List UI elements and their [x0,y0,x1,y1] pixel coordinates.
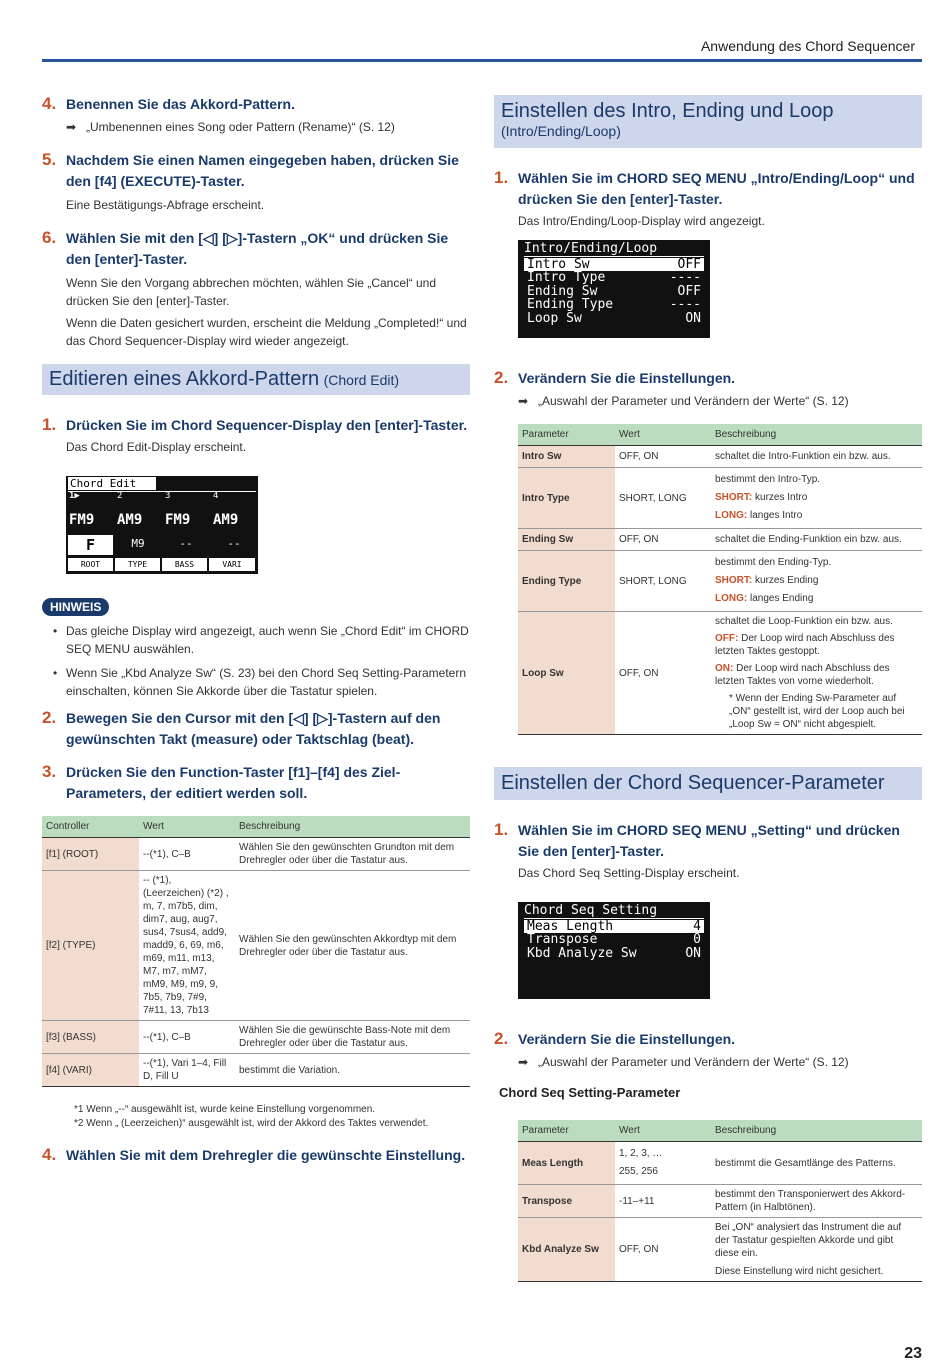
lcd-row: Ending Type ---- [527,297,701,312]
section-chord-edit: Editieren eines Akkord-Pattern (Chord Edit) [42,364,470,395]
intro-ending-loop-table [518,424,922,735]
intro-step-1: 1. Wählen Sie im CHORD SEQ MENU „Intro/Ending/Loop“ und drücken Sie den [enter]-Taster. [494,168,915,207]
table-row: Ending Sw OFF, ON schaltet die Ending-Funktion ein bzw. aus. [518,529,922,551]
chord-seq-setting-display [518,902,710,999]
table-row: Intro Sw OFF, ON schaltet die Intro-Funktion ein bzw. aus. [518,446,922,468]
table-header: Beschreibung [235,816,470,838]
lcd-tab-bass: BASS [162,558,207,571]
right-column [494,95,922,1282]
table-row: Loop Sw OFF, ON schaltet die Loop-Funktion ein bzw. aus. OFF: Der Loop wird nach Abschluss des letzten Taktes gestoppt. ON: Der Loop wird nach Abschluss des letzten Taktes von vorne wiederholt. * Wenn der Ending Sw-Parameter auf „ON“ gestellt ist, wird der Loop auch bei „Loop Sw = ON“ nicht abgespielt. [518,612,922,735]
step-6: 6. Wählen Sie mit den [◁] [▷]-Tastern „OK“ und drücken Sie den [enter]-Taster. [42,228,449,267]
chord-edit-step-2: 2. Bewegen Sie den Cursor mit den [◁] [▷]-Tastern auf den gewünschten Takt (measure) oder Taktschlag (beat). [42,708,441,747]
desc-cell: Bei „ON“ analysiert das Instrument die auf der Tastatur gespielten Akkorde und gibt diese ein. Diese Einstellung wird nicht gesichert. [711,1218,922,1282]
lcd-title: Chord Edit [68,477,156,490]
chord-edit-step-3: 3. Drücken Sie den Function-Taster [f1]–[f4] des Ziel-Parameters, der editiert werden soll. [42,762,401,801]
hinweis-list [42,622,470,700]
lcd-beat-1: 1▶ [69,491,80,501]
table-row: Transpose -11–+11 bestimmt den Transponierwert des Akkord-Pattern (in Halbtönen). [518,1185,922,1218]
lcd-beat-3: 3 [165,491,171,501]
lcd-row-meas-length: Meas Length 4 [524,920,704,934]
left-column [42,94,470,1166]
table-row: [f1] (ROOT) --(*1), C–B Wählen Sie den gewünschten Grundton mit dem Drehregler oder über die Tastatur aus. [42,838,470,871]
step-6-sub2: Wenn die Daten gesichert wurden, erscheint die Meldung „Completed!“ und das Chord Sequencer-Display wird wieder angezeigt. [66,316,467,348]
hinweis-item: • Das gleiche Display wird angezeigt, auch wenn Sie „Chord Edit“ im CHORD SEQ MENU auswählen. [66,622,470,658]
step-4-ref: ➡ „Umbenennen eines Song oder Pattern (Rename)“ (S. 12) [66,120,395,134]
table-row: [f4] (VARI) --(*1), Vari 1–4, Fill D, Fill U bestimmt die Variation. [42,1054,470,1087]
lcd-row: Loop Sw ON [527,310,701,326]
lcd-title: Intro/Ending/Loop [524,242,704,257]
lcd-row: Kbd Analyze Sw ON [527,945,701,961]
arrow-icon: ➡ [66,120,77,134]
table-row: Ending Type SHORT, LONG bestimmt den Ending-Typ. SHORT: kurzes Ending LONG: langes Ending [518,551,922,612]
section-chord-seq-parameter: Einstellen der Chord Sequencer-Parameter [494,767,922,800]
lcd-chord-1: FM9 [69,512,95,528]
step-5-sub: Eine Bestätigungs-Abfrage erscheint. [66,198,265,212]
controller-table [42,816,470,1087]
footnote-2: *2 Wenn „ (Leerzeichen)“ ausgewählt ist, wird der Akkord des Taktes verwendet. [74,1118,429,1129]
table-header: Beschreibung [711,1120,922,1142]
step-4: 4. Benennen Sie das Akkord-Pattern. [42,94,295,113]
desc-cell: bestimmt den Ending-Typ. SHORT: kurzes Ending LONG: langes Ending [711,551,922,612]
chord-seq-setting-table [518,1120,922,1282]
intro-step-1-sub: Das Intro/Ending/Loop-Display wird angezeigt. [518,214,765,228]
lcd-row: Transpose 0 [527,932,701,947]
chord-edit-step-1: 1. Drücken Sie im Chord Sequencer-Display den [enter]-Taster. [42,415,468,434]
lcd-beat-4: 4 [213,491,219,501]
table-row: [f2] (TYPE) -- (*1), (Leerzeichen) (*2) , m, 7, m7b5, dim, dim7, aug, aug7, sus4, 7sus4, add9, madd9, 6, 69, m6, m69, m11, m13, M7, m7, mM7, mM9, M9, m9, 9, 7b5, 7b9, 7#9, 7#11, 13, 7b13 Wählen Sie den gewünschten Akkordtyp mit dem Drehregler oder über die Tastatur aus. [42,871,470,1021]
section-intro-ending-loop: Einstellen des Intro, Ending und Loop (Intro/Ending/Loop) [494,95,922,148]
lcd-tab-vari: VARI [209,558,255,571]
footnote-1: *1 Wenn „--“ ausgewählt ist, wurde keine Einstellung vorgenommen. [74,1104,376,1115]
lcd-row: Intro Type ---- [527,270,701,285]
page-header: Anwendung des Chord Sequencer [700,38,915,54]
lcd-tab-type: TYPE [115,558,160,571]
lcd-chord-2: AM9 [117,512,143,528]
desc-cell: bestimmt den Intro-Typ. SHORT: kurzes Intro LONG: langes Intro [711,468,922,529]
lcd-chord-4: AM9 [213,512,239,528]
table-row: Meas Length 1, 2, 3, … 255, 256 bestimmt die Gesamtlänge des Patterns. [518,1142,922,1185]
value-cell: 1, 2, 3, … 255, 256 [615,1142,711,1185]
lcd-bass-1: F [68,535,113,555]
page-number: 23 [904,1345,922,1362]
table-header: Beschreibung [711,424,922,446]
lcd-beat-2: 2 [117,491,123,501]
table-header: Wert [615,424,711,446]
intro-step-2-ref: ➡ „Auswahl der Parameter und Verändern der Werte“ (S. 12) [518,394,849,408]
setting-step-1: 1. Wählen Sie im CHORD SEQ MENU „Setting“ und drücken Sie den [enter]-Taster. [494,820,900,859]
table-row: Intro Type SHORT, LONG bestimmt den Intro-Typ. SHORT: kurzes Intro LONG: langes Intro [518,468,922,529]
chord-edit-display [66,476,258,574]
table-header: Controller [42,816,139,838]
lcd-bass-4: -- [227,537,241,550]
step-5: 5. Nachdem Sie einen Namen eingegeben haben, drücken Sie den [f4] (EXECUTE)-Taster. [42,150,459,189]
lcd-title: Chord Seq Setting [524,904,704,919]
step-6-sub1: Wenn Sie den Vorgang abbrechen möchten, wählen Sie „Cancel“ und drücken Sie den [enter]-Taster. [66,276,437,308]
params-heading: Chord Seq Setting-Parameter [499,1085,681,1100]
setting-step-2: 2. Verändern Sie die Einstellungen. [494,1029,736,1048]
setting-step-2-ref: ➡ „Auswahl der Parameter und Verändern der Werte“ (S. 12) [518,1055,849,1069]
lcd-tab-root: ROOT [68,558,113,571]
intro-step-2: 2. Verändern Sie die Einstellungen. [494,368,736,387]
table-row: Kbd Analyze Sw OFF, ON Bei „ON“ analysiert das Instrument die auf der Tastatur gespielten Akkorde und gibt diese ein. Diese Einstellung wird nicht gesichert. [518,1218,922,1282]
intro-ending-loop-display [518,240,710,338]
arrow-icon: ➡ [518,1055,529,1069]
hinweis-badge: HINWEIS [42,598,109,616]
header-rule [42,59,922,62]
table-header: Parameter [518,1120,615,1142]
chord-edit-step-4: 4. Wählen Sie mit dem Drehregler die gewünschte Einstellung. [42,1145,466,1164]
table-header: Wert [139,816,235,838]
lcd-row-intro-sw: Intro Sw OFF [524,258,704,272]
table-header: Parameter [518,424,615,446]
desc-cell: schaltet die Loop-Funktion ein bzw. aus. OFF: Der Loop wird nach Abschluss des letzten Taktes gestoppt. ON: Der Loop wird nach Abschluss des letzten Taktes von vorne wiederholt. * Wenn der Ending Sw-Parameter auf „ON“ gestellt ist, wird der Loop auch bei „Loop Sw = ON“ nicht abgespielt. [711,612,922,735]
table-row: [f3] (BASS) --(*1), C–B Wählen Sie die gewünschte Bass-Note mit dem Drehregler oder über die Tastatur aus. [42,1021,470,1054]
lcd-row: Ending Sw OFF [527,283,701,299]
lcd-bass-3: -- [179,537,193,550]
lcd-bass-2: M9 [131,537,145,550]
table-header: Wert [615,1120,711,1142]
lcd-chord-3: FM9 [165,512,191,528]
setting-step-1-sub: Das Chord Seq Setting-Display erscheint. [518,866,740,880]
hinweis-item: • Wenn Sie „Kbd Analyze Sw“ (S. 23) bei den Chord Seq Setting-Parametern einschalten, können Sie Akkorde über die Tastatur spielen. [66,664,470,700]
chord-edit-step-1-sub: Das Chord Edit-Display erscheint. [66,440,247,454]
arrow-icon: ➡ [518,394,529,408]
